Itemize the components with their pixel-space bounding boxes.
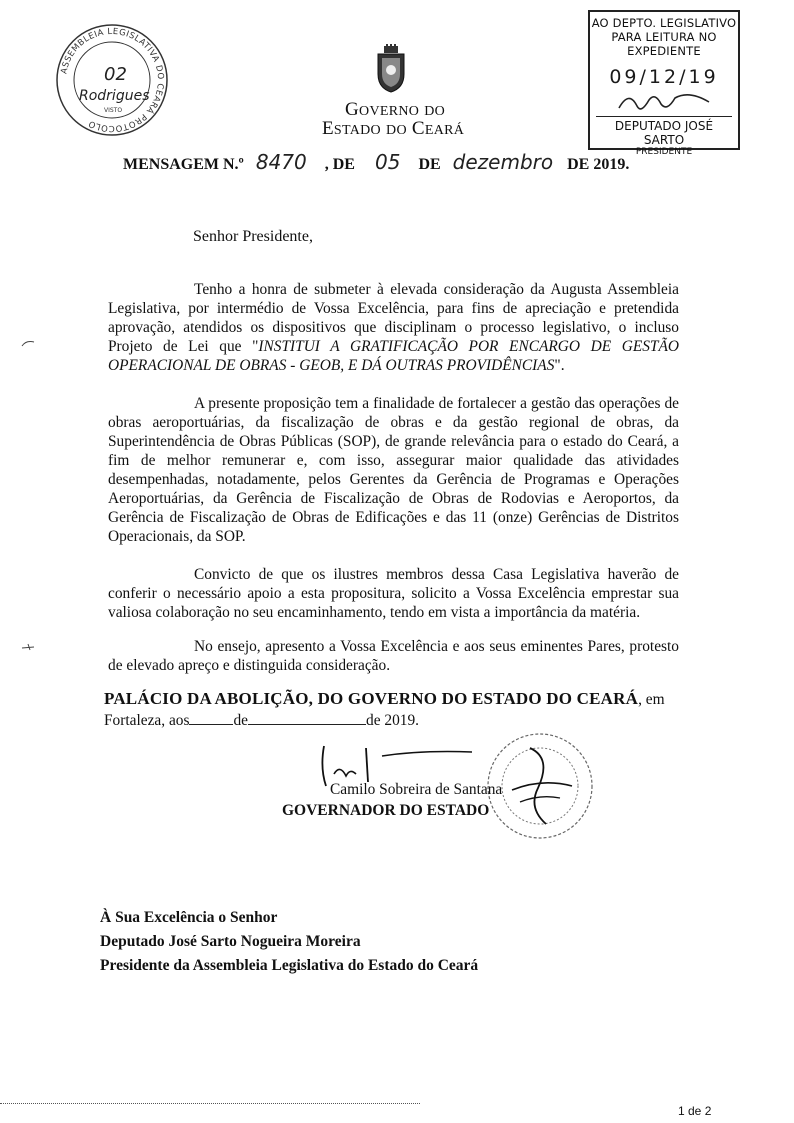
message-day: 05 [374, 150, 401, 174]
message-number-line: MENSAGEM N.º 8470 , DE 05 DE dezembro DE 2019. [123, 150, 630, 174]
state-heading: ESTADO DO CEARÁ [322, 118, 465, 139]
svg-text:VISTO: VISTO [104, 107, 123, 114]
paragraph-3: Convicto de que os ilustres membros dessa Casa Legislativa haverão de conferir o necessário apoio a esta propositura, solicito a Vossa Excelência emprestar sua valiosa colaboração no seu encaminhamento, tendo em vista a importância da matéria. [108, 566, 679, 621]
margin-mark [20, 338, 36, 348]
message-number: 8470 [255, 150, 307, 174]
reading-stamp: AO DEPTO. LEGISLATIVO PARA LEITURA NO EXPEDIENTE 09/12/19 DEPUTADO JOSÉ SARTO PRESIDENTE [588, 10, 740, 150]
page-number: 1 de 2 [678, 1104, 712, 1118]
stamp-signature [609, 88, 719, 116]
paragraph-1: Tenho a honra de submeter à elevada consideração da Augusta Assembleia Legislativa, por intermédio de Vossa Excelência, para fins de apreciação e pretendida aprovação, atendidos os dispositivos que disciplinam o processo legislativo, o incluso Projeto de Lei que "INSTITUI A GRATIFICAÇÃO POR ENCARGO DE GESTÃO OPERACIONAL DE OBRAS - GEOB, E DÁ OUTRAS PROVIDÊNCIAS". [108, 281, 679, 374]
svg-text:02: 02 [104, 64, 127, 85]
paragraph-2: A presente proposição tem a finalidade de fortalecer a gestão das operações de obras aeroportuárias, da fiscalização de obras e da gestão regional de obras, da Superintendência de Obras Públicas (SOP), de grande relevância para o estado do Ceará, a fim de melhor remunerar e, com isso, assegurar maior qualidade das atividades desempenhadas, notadamente, pelos Gerentes da Gerência de Programas e Operações Aeroportuárias, da Gerência de Fiscalização de Obras de Rodovias e Aeroportos, da Gerência de Fiscalização de Obras de Edificações e das 11 (onze) Gerências de Distritos Operacionais, da SOP. [108, 395, 679, 545]
salutation: Senhor Presidente, [193, 228, 313, 245]
recipient-block: À Sua Excelência o Senhor Deputado José Sarto Nogueira Moreira Presidente da Assembleia Legislativa do Estado do Ceará [100, 909, 479, 974]
margin-mark [20, 642, 36, 652]
stamp-date: 09/12/19 [609, 66, 719, 88]
palace-line: PALÁCIO DA ABOLIÇÃO, DO GOVERNO DO ESTADO DO CEARÁ [104, 689, 639, 708]
svg-text:Rodrigues: Rodrigues [79, 88, 150, 104]
footer-rule [0, 1103, 420, 1104]
coat-of-arms-icon [372, 44, 410, 94]
signer-name: Camilo Sobreira de Santana [330, 781, 503, 798]
closing-block: PALÁCIO DA ABOLIÇÃO, DO GOVERNO DO ESTADO DO CEARÁ, em Fortaleza, aos de de 2019. [104, 689, 665, 729]
bill-title: INSTITUI A GRATIFICAÇÃO POR ENCARGO DE GESTÃO OPERACIONAL DE OBRAS - GEOB, E DÁ OUTRAS PROVIDÊNCIAS [108, 338, 679, 374]
message-month: dezembro [452, 150, 554, 174]
signer-role: GOVERNADOR DO ESTADO [282, 802, 490, 819]
paragraph-4: No ensejo, apresento a Vossa Excelência e aos seus eminentes Pares, protesto de elevado apreço e distinguida consideração. [108, 638, 679, 674]
svg-text:ASSEMBLEIA LEGISLATIVA DO CEAR: ASSEMBLEIA LEGISLATIVA DO CEARÁ PROTOCOLO [59, 26, 166, 134]
protocol-stamp [52, 20, 172, 140]
government-heading: GOVERNO DO [345, 99, 446, 120]
